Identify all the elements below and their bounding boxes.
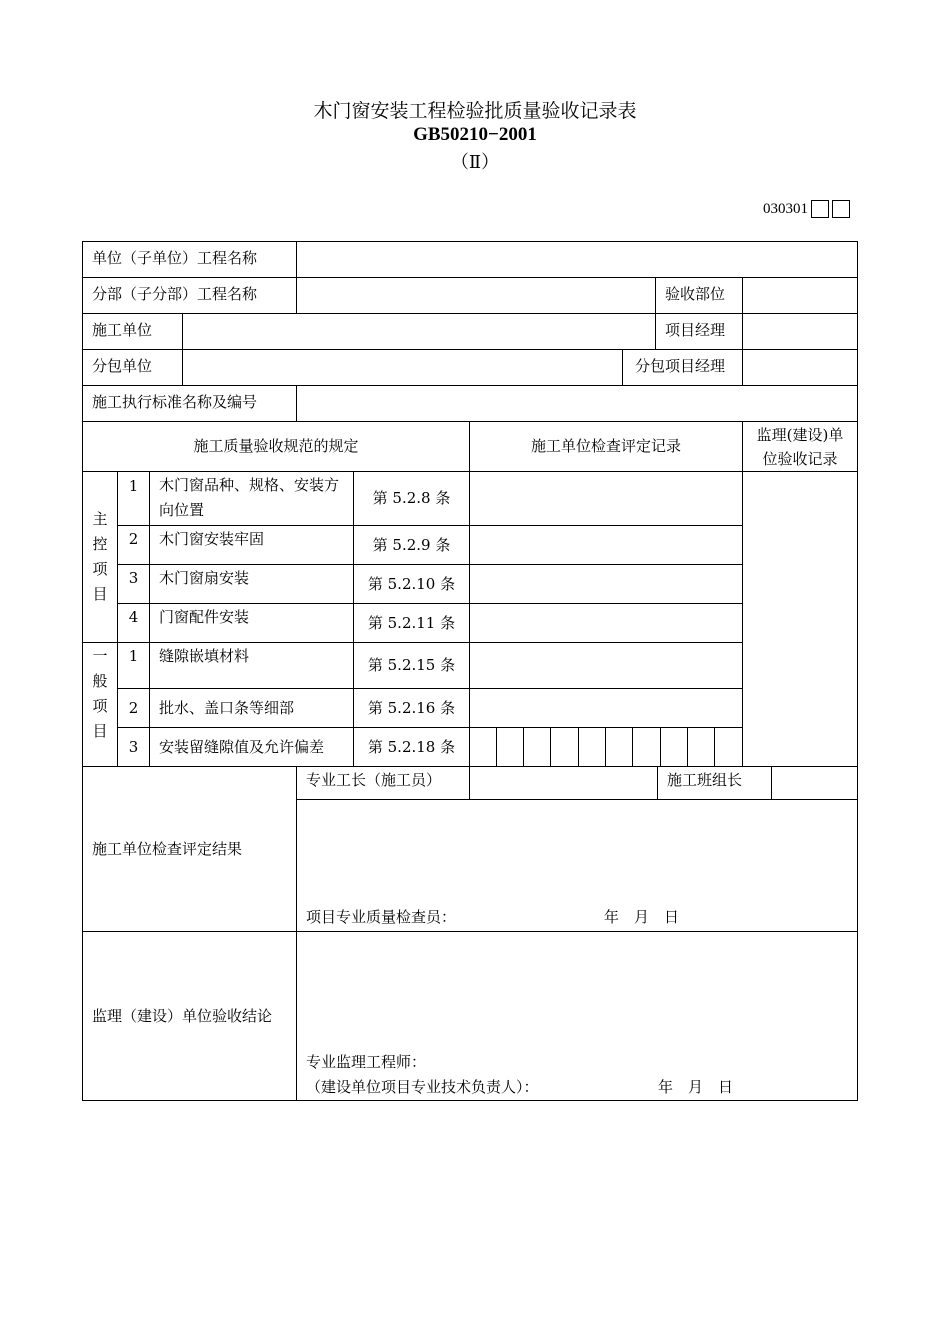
general-item-2-name: 批水、盖口条等细部 <box>159 698 295 717</box>
main-item-4-clause: 第 5.2.11 条 <box>367 613 456 632</box>
general-item-3-measure-grid[interactable] <box>470 728 742 766</box>
form-code-box-2[interactable] <box>832 200 850 218</box>
main-item-1-record[interactable] <box>470 472 742 525</box>
contractor-result-field[interactable] <box>297 800 857 931</box>
team-leader-label: 施工班组长 <box>667 771 743 789</box>
contractor-result-label: 施工单位检查评定结果 <box>92 839 243 858</box>
standard-code: GB50210−2001 <box>413 124 537 145</box>
foreman-field[interactable] <box>470 767 657 799</box>
main-item-3-name: 木门窗扇安装 <box>159 569 250 587</box>
main-item-4-name: 门窗配件安装 <box>159 608 250 626</box>
main-item-1-no: 1 <box>128 477 139 495</box>
standard-name-label: 施工执行标准名称及编号 <box>92 393 258 411</box>
general-items-label: 一般项目 <box>92 647 108 740</box>
main-item-4-no: 4 <box>128 608 139 626</box>
form-code <box>763 200 850 218</box>
inspection-part-field[interactable] <box>743 278 857 313</box>
main-item-4-record[interactable] <box>470 604 742 642</box>
general-item-1-name: 缝隙嵌填材料 <box>159 647 250 665</box>
form-code-number: 030301 <box>763 200 808 217</box>
inspection-part-label: 验收部位 <box>665 285 726 303</box>
supervisor-record-field[interactable] <box>743 472 857 766</box>
part-number: （Ⅱ） <box>450 152 500 173</box>
conclusion-date: 年 月 日 <box>658 1078 734 1096</box>
sub-project-manager-field[interactable] <box>743 350 857 385</box>
team-leader-field[interactable] <box>772 767 857 799</box>
general-item-2-record[interactable] <box>470 689 742 727</box>
main-item-2-no: 2 <box>128 530 139 548</box>
main-item-1-name: 木门窗品种、规格、安装方向位置 <box>159 476 340 519</box>
sub-project-field[interactable] <box>297 278 655 313</box>
quality-inspector-label: 项目专业质量检查员： <box>306 908 457 926</box>
project-manager-label: 项目经理 <box>665 321 726 339</box>
main-item-3-no: 3 <box>128 569 139 587</box>
general-items-group <box>83 643 117 766</box>
main-item-3-clause: 第 5.2.10 条 <box>367 574 456 593</box>
sub-project-label: 分部（子分部）工程名称 <box>92 285 258 303</box>
subcontractor-label: 分包单位 <box>92 357 153 375</box>
sub-project-manager-label: 分包项目经理 <box>635 357 726 375</box>
main-item-2-clause: 第 5.2.9 条 <box>372 535 451 554</box>
supervisor-conclusion-field[interactable] <box>297 932 857 1100</box>
general-item-1-record[interactable] <box>470 643 742 688</box>
general-item-3-no: 3 <box>128 737 139 756</box>
result-date: 年 月 日 <box>604 908 680 926</box>
general-item-1-no: 1 <box>128 647 139 665</box>
contractor-record-header: 施工单位检查评定记录 <box>530 437 681 455</box>
general-item-3-clause: 第 5.2.18 条 <box>367 737 456 756</box>
general-item-2-no: 2 <box>128 698 139 717</box>
contractor-label: 施工单位 <box>92 321 153 339</box>
main-item-3-record[interactable] <box>470 565 742 603</box>
main-item-2-name: 木门窗安装牢固 <box>159 530 265 548</box>
owner-representative-label: （建设单位项目专业技术负责人）： <box>306 1078 539 1096</box>
general-item-3-name: 安装留缝隙值及允许偏差 <box>159 737 325 756</box>
general-item-2-clause: 第 5.2.16 条 <box>367 698 456 717</box>
foreman-label: 专业工长（施工员） <box>306 771 442 789</box>
main-item-1-clause: 第 5.2.8 条 <box>372 489 451 507</box>
standard-name-field[interactable] <box>297 386 857 421</box>
form-code-box-1[interactable] <box>811 200 829 218</box>
form-title: 木门窗安装工程检验批质量验收记录表 <box>313 100 637 122</box>
main-items-label: 主控项目 <box>92 510 108 603</box>
main-item-2-record[interactable] <box>470 526 742 564</box>
subcontractor-field[interactable] <box>183 350 622 385</box>
project-manager-field[interactable] <box>743 314 857 349</box>
supervisor-conclusion-label: 监理（建设）单位验收结论 <box>92 1006 273 1025</box>
supervising-engineer-label: 专业监理工程师： <box>306 1053 427 1071</box>
supervisor-record-header: 监理(建设)单位验收记录 <box>756 425 844 468</box>
unit-project-field[interactable] <box>297 242 857 277</box>
spec-column-header: 施工质量验收规范的规定 <box>193 437 359 455</box>
main-items-group <box>83 472 117 642</box>
contractor-field[interactable] <box>183 314 655 349</box>
general-item-1-clause: 第 5.2.15 条 <box>367 656 456 674</box>
unit-project-label: 单位（子单位）工程名称 <box>92 249 258 267</box>
